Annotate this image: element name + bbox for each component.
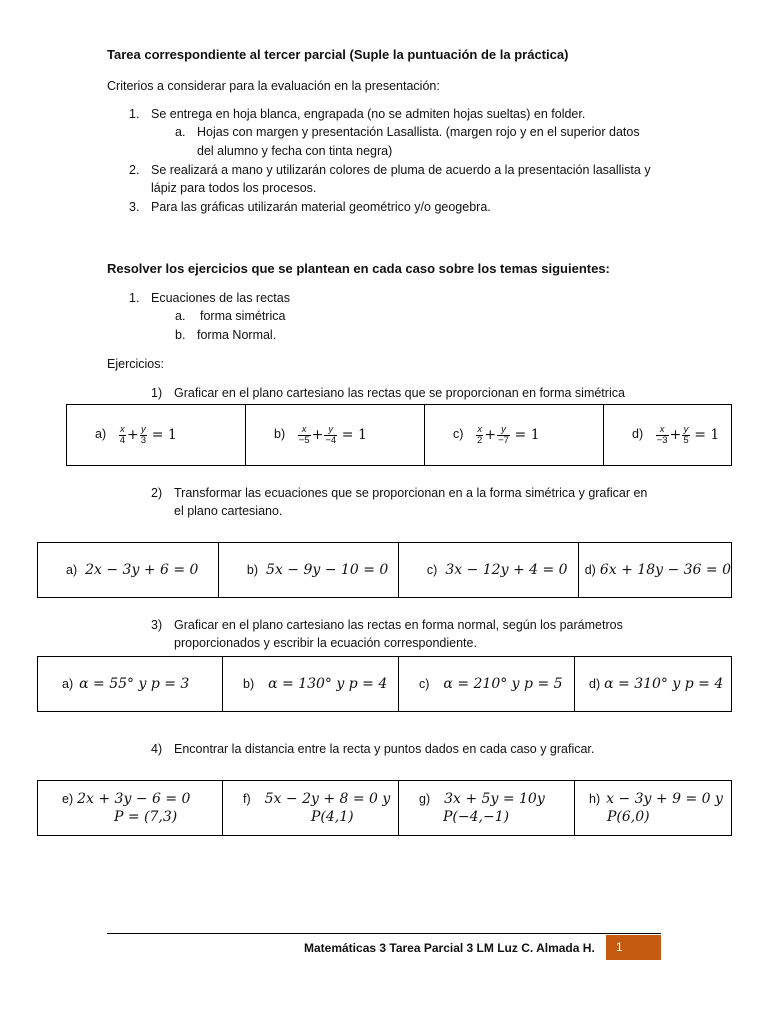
ex4-cell-f [223,781,399,836]
criteria-1-text: Se entrega en hoja blanca, engrapada (no se admiten hojas sueltas) en folder. [151,107,586,121]
equation: x − 3y + 9 = 0 y [606,791,723,807]
ex1-text: Graficar en el plano cartesiano las rectas que se proporcionan en forma simétrica [174,386,625,400]
ex4-cell-e [38,781,223,836]
frac-num: x [656,425,669,436]
footer-text: Matemáticas 3 Tarea Parcial 3 LM Luz C. Almada H. [304,941,595,955]
frac-den: 5 [683,434,689,446]
frac-den: −3 [656,434,668,446]
equation: α = 310° y p = 4 [604,676,724,692]
ex2-cont: el plano cartesiano. [174,504,283,518]
criteria-2-cont: lápiz para todos los procesos. [151,181,317,195]
equation: α = 55° y p = 3 [79,676,190,692]
criteria-3-text: Para las gráficas utilizarán material geométrico y/o geogebra. [151,200,491,214]
frac-den: 3 [140,434,147,446]
frac-den: 4 [119,434,126,446]
ex4-cell-h [575,781,732,836]
ex1-num: 1) [151,386,163,400]
fraction [140,425,147,446]
ex1-cell-b: b) $\frac{x}{-5}$ + $\frac{y}{-4}$ = 1 [246,405,425,466]
ex2-table [37,542,732,598]
frac-num: x [298,425,311,436]
topic-1-text: Ecuaciones de las rectas [151,291,290,305]
topic-b-text: forma Normal. [197,328,277,342]
ex4-text: Encontrar la distancia entre la recta y puntos dados en cada caso y graficar. [174,742,595,756]
equation: 5x − 2y + 8 = 0 y [264,791,391,807]
fraction [682,425,689,446]
ex2-text: Transformar las ecuaciones que se proporcionan en a la forma simétrica y graficar en [174,486,648,500]
eq-rhs: = 1 [151,426,177,443]
ex2-num: 2) [151,486,163,500]
ex1-cell-c: c) $\frac{x}{2}$ + $\frac{y}{-7}$ = 1 [425,405,604,466]
fraction [497,425,510,446]
ex3-num: 3) [151,618,163,632]
frac-num: y [497,425,510,436]
frac-num: y [141,423,146,435]
point: P(4,1) [311,809,354,825]
ex3-table [37,656,732,712]
topic-1-num: 1. [129,291,140,305]
topic-b-num: b. [175,328,186,342]
page-number-badge: 1 [606,935,661,960]
fraction [476,425,483,446]
ex4-cell-label: h) [589,792,601,806]
footer-divider [107,933,661,934]
ex2-cell-label: d) [584,563,596,577]
equation: 3x + 5y = 10y [444,791,545,807]
ex2-cell-c [398,543,578,598]
fraction [656,425,669,446]
ex1-cell-label: c) [453,427,464,442]
ex2-cell-a [38,543,219,598]
ejercicios-label: Ejercicios: [107,357,164,371]
point: P = (7,3) [114,809,178,825]
criteria-2-num: 2. [129,163,140,177]
frac-den: −7 [498,434,509,446]
topic-a-num: a. [175,309,186,323]
ex4-num: 4) [151,742,163,756]
ex3-text: Graficar en el plano cartesiano las rectas en forma normal, según los parámetros [174,618,623,632]
ex1-cell-d: d) $\frac{x}{-3}$ + $\frac{y}{5}$ = 1 [604,405,732,466]
criteria-a-num: a. [175,125,186,139]
fraction [324,425,337,446]
ex4-cell-label: g) [419,792,431,806]
ex3-cell-b [223,657,399,712]
ex1-cell-a: a) $\frac{x}{4}$ + $\frac{y}{3}$ = 1 [67,405,246,466]
ex3-cont: proporcionados y escribir la ecuación correspondiente. [174,636,477,650]
ex4-table [37,780,732,836]
ex4-cell-g [399,781,575,836]
ex3-cell-label: a) [62,677,74,691]
ex3-cell-d [575,657,732,712]
criteria-2-text: Se realizará a mano y utilizarán colores de pluma de acuerdo a la presentación lasallista y [151,163,651,177]
frac-num: x [477,423,483,435]
criteria-a-cont: del alumno y fecha con tinta negra) [197,144,393,158]
ex4-cell-label: f) [243,792,251,806]
resolve-heading: Resolver los ejercicios que se plantean en cada caso sobre los temas siguientes: [107,261,610,276]
eq-rhs: = 1 [514,426,540,443]
ex1-cell-label: d) [632,427,644,442]
equation: 2x + 3y − 6 = 0 [77,791,191,807]
ex3-cell-c [399,657,575,712]
ex2-cell-label: b) [246,563,259,577]
ex3-cell-label: d) [589,677,601,691]
criteria-a-text: Hojas con margen y presentación Lasallista. (margen rojo y en el superior datos [197,125,640,139]
topic-a-text: forma simétrica [200,309,286,323]
frac-num: x [120,423,125,435]
ex3-cell-a [38,657,223,712]
ex1-cell-label: a) [95,427,107,442]
equation: 5x − 9y − 10 = 0 [266,562,389,578]
ex3-cell-label: b) [243,677,255,691]
document-title: Tarea correspondiente al tercer parcial (Suple la puntuación de la práctica) [107,47,569,62]
fraction [298,425,311,446]
equation: 3x − 12y + 4 = 0 [445,562,568,578]
criteria-1-num: 1. [129,107,140,121]
fraction [119,425,126,446]
ex4-cell-label: e) [62,792,74,806]
eq-rhs: = 1 [694,426,720,443]
equation: α = 130° y p = 4 [268,676,388,692]
ex2-cell-d [578,543,731,598]
frac-num: y [683,423,689,435]
criteria-3-num: 3. [129,200,140,214]
ex1-cell-label: b) [274,427,286,442]
frac-num: y [324,425,337,436]
criteria-intro: Criterios a considerar para la evaluación en la presentación: [107,79,440,93]
point: P(6,0) [607,809,650,825]
ex2-cell-b [218,543,398,598]
frac-den: −4 [325,434,337,446]
point: P(−4,−1) [443,809,510,825]
ex2-cell-label: a) [66,563,78,577]
frac-den: 2 [477,434,483,446]
ex1-table [66,404,732,466]
equation: 6x + 18y − 36 = 0 [599,562,731,578]
eq-rhs: = 1 [341,426,367,443]
frac-den: −5 [298,434,310,446]
ex3-cell-label: c) [419,677,430,691]
ex2-cell-label: c) [426,563,438,577]
equation: α = 210° y p = 5 [443,676,563,692]
equation: 2x − 3y + 6 = 0 [85,562,199,578]
